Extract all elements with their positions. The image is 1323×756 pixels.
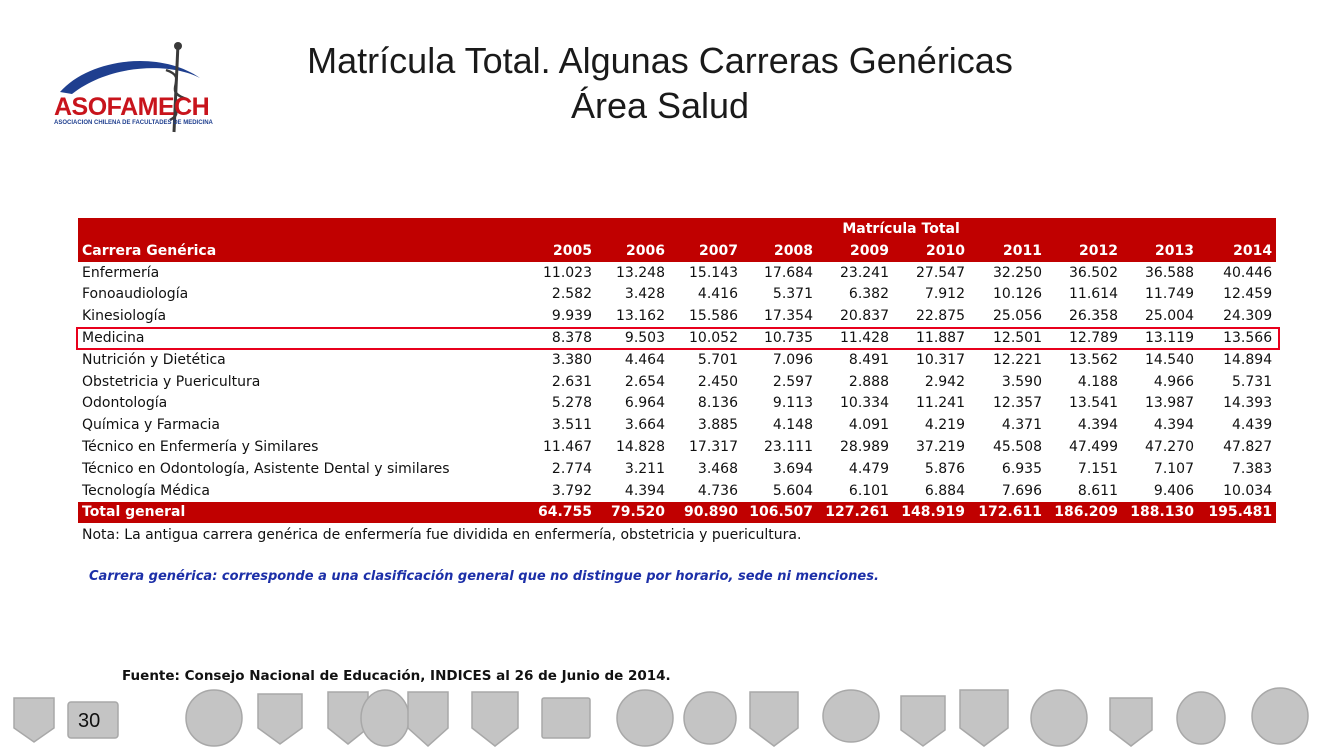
table-body (78, 262, 1276, 502)
column-header-year: 2009 (817, 240, 893, 262)
enrollment-value-cell: 9.939 (551, 308, 592, 325)
career-name-cell: Química y Farmacia (82, 417, 221, 434)
column-header-year: 2012 (1046, 240, 1122, 262)
column-header-year: 2006 (596, 240, 669, 262)
enrollment-value-cell: 10.334 (840, 395, 889, 412)
enrollment-value-cell: 20.837 (840, 308, 889, 325)
career-name-cell: Odontología (82, 395, 168, 412)
enrollment-value-cell: 8.491 (848, 351, 889, 368)
enrollment-value-cell: 24.309 (1223, 308, 1273, 325)
enrollment-value-cell: 7.107 (1153, 460, 1194, 477)
enrollment-value-cell: 11.428 (840, 330, 889, 347)
enrollment-value-cell: 3.664 (624, 417, 665, 434)
enrollment-value-cell: 5.604 (772, 482, 813, 499)
enrollment-value-cell: 4.736 (697, 482, 738, 499)
enrollment-value-cell: 47.827 (1223, 439, 1273, 456)
career-name-cell: Obstetricia y Puericultura (82, 373, 261, 390)
enrollment-value-cell: 15.586 (689, 308, 738, 325)
enrollment-value-cell: 4.148 (772, 417, 813, 434)
table-row (78, 393, 1276, 415)
career-name-cell: Fonoaudiología (82, 286, 189, 303)
enrollment-value-cell: 9.503 (624, 330, 665, 347)
enrollment-value-cell: 14.540 (1145, 351, 1194, 368)
enrollment-value-cell: 11.614 (1069, 286, 1118, 303)
enrollment-value-cell: 13.987 (1145, 395, 1194, 412)
enrollment-value-cell: 5.876 (924, 460, 965, 477)
enrollment-value-cell: 2.631 (551, 373, 592, 390)
enrollment-value-cell: 6.884 (924, 482, 965, 499)
enrollment-value-cell: 12.221 (993, 351, 1042, 368)
enrollment-value-cell: 9.406 (1153, 482, 1194, 499)
enrollment-value-cell: 47.270 (1145, 439, 1194, 456)
enrollment-value-cell: 5.278 (551, 395, 592, 412)
total-value-cell: 90.890 (669, 502, 742, 524)
enrollment-value-cell: 6.382 (848, 286, 889, 303)
source-text: Fuente: Consejo Nacional de Educación, INDICES al 26 de Junio de 2014. (122, 668, 671, 684)
enrollment-value-cell: 4.394 (1077, 417, 1118, 434)
enrollment-value-cell: 8.378 (551, 330, 592, 347)
asofamech-logo (50, 40, 220, 135)
page-title (240, 38, 1080, 128)
university-crests-strip (8, 686, 1318, 750)
enrollment-value-cell: 32.250 (993, 264, 1042, 281)
enrollment-value-cell: 3.694 (772, 460, 813, 477)
enrollment-value-cell: 17.317 (689, 439, 738, 456)
total-value-cell: 195.481 (1198, 502, 1276, 524)
total-value-cell: 186.209 (1046, 502, 1122, 524)
enrollment-value-cell: 14.828 (616, 439, 665, 456)
column-header-career: Carrera Genérica (78, 240, 526, 262)
enrollment-value-cell: 13.566 (1223, 330, 1273, 347)
enrollment-value-cell: 2.942 (924, 373, 965, 390)
table-row (78, 458, 1276, 480)
enrollment-value-cell: 45.508 (993, 439, 1042, 456)
enrollment-value-cell: 2.582 (551, 286, 592, 303)
enrollment-value-cell: 3.428 (624, 286, 665, 303)
career-name-cell: Técnico en Enfermería y Similares (82, 439, 319, 456)
column-header-year: 2010 (893, 240, 969, 262)
column-header-year: 2014 (1198, 240, 1276, 262)
enrollment-value-cell: 7.151 (1077, 460, 1118, 477)
enrollment-value-cell: 4.188 (1077, 373, 1118, 390)
enrollment-value-cell: 7.383 (1232, 460, 1273, 477)
title-line-1: Matrícula Total. Algunas Carreras Genéricas (307, 40, 1013, 81)
enrollment-value-cell: 36.588 (1145, 264, 1194, 281)
page-number: 30 (78, 710, 101, 732)
career-name-cell: Medicina (82, 330, 145, 347)
enrollment-value-cell: 12.459 (1223, 286, 1273, 303)
table-note: Nota: La antigua carrera genérica de enfermería fue dividida en enfermería, obstetricia y puericultura. (82, 527, 802, 544)
enrollment-value-cell: 6.935 (1001, 460, 1042, 477)
enrollment-value-cell: 23.241 (840, 264, 889, 281)
enrollment-value-cell: 22.875 (916, 308, 965, 325)
total-value-cell: 64.755 (526, 502, 596, 524)
enrollment-value-cell: 9.113 (772, 395, 813, 412)
super-header: Matrícula Total (526, 218, 1276, 240)
enrollment-value-cell: 14.894 (1223, 351, 1273, 368)
enrollment-value-cell: 4.394 (624, 482, 665, 499)
column-header-year: 2013 (1122, 240, 1198, 262)
super-header-blank (78, 218, 526, 240)
enrollment-value-cell: 4.371 (1001, 417, 1042, 434)
career-name-cell: Nutrición y Dietética (82, 351, 226, 368)
column-header-year: 2007 (669, 240, 742, 262)
enrollment-value-cell: 8.136 (697, 395, 738, 412)
enrollment-value-cell: 13.562 (1069, 351, 1118, 368)
enrollment-value-cell: 3.792 (551, 482, 592, 499)
logo-subtitle: ASOCIACION CHILENA DE FACULTADES DE MEDICINA (54, 120, 213, 126)
table-row (78, 284, 1276, 306)
enrollment-table-container (78, 218, 1276, 543)
table-total-row (78, 502, 1276, 524)
enrollment-value-cell: 4.439 (1232, 417, 1273, 434)
enrollment-value-cell: 10.034 (1223, 482, 1273, 499)
enrollment-value-cell: 7.096 (772, 351, 813, 368)
enrollment-value-cell: 4.966 (1153, 373, 1194, 390)
enrollment-value-cell: 26.358 (1069, 308, 1118, 325)
enrollment-value-cell: 8.611 (1077, 482, 1118, 499)
enrollment-value-cell: 5.731 (1232, 373, 1273, 390)
career-name-cell: Enfermería (82, 264, 160, 281)
enrollment-value-cell: 4.464 (624, 351, 665, 368)
career-name-cell: Tecnología Médica (82, 482, 210, 499)
career-name-cell: Kinesiología (82, 308, 167, 325)
enrollment-value-cell: 47.499 (1069, 439, 1118, 456)
enrollment-value-cell: 4.479 (848, 460, 889, 477)
enrollment-value-cell: 17.684 (764, 264, 813, 281)
total-value-cell: 172.611 (969, 502, 1046, 524)
career-name-cell: Técnico en Odontología, Asistente Dental y similares (82, 460, 450, 477)
enrollment-value-cell: 3.511 (551, 417, 592, 434)
enrollment-value-cell: 6.964 (624, 395, 665, 412)
enrollment-value-cell: 12.789 (1069, 330, 1118, 347)
enrollment-value-cell: 3.380 (551, 351, 592, 368)
enrollment-value-cell: 4.219 (924, 417, 965, 434)
table-super-header-row (78, 218, 1276, 240)
table-row (78, 305, 1276, 327)
total-label-cell: Total general (78, 502, 526, 524)
enrollment-value-cell: 13.119 (1145, 330, 1194, 347)
enrollment-value-cell: 4.394 (1153, 417, 1194, 434)
crests-icon (8, 686, 1318, 750)
enrollment-value-cell: 27.547 (916, 264, 965, 281)
enrollment-value-cell: 17.354 (764, 308, 813, 325)
table-row (78, 436, 1276, 458)
enrollment-value-cell: 2.597 (772, 373, 813, 390)
enrollment-value-cell: 11.467 (543, 439, 592, 456)
enrollment-value-cell: 3.468 (697, 460, 738, 477)
enrollment-value-cell: 2.450 (697, 373, 738, 390)
enrollment-value-cell: 11.241 (916, 395, 965, 412)
table-row (78, 262, 1276, 284)
enrollment-value-cell: 5.701 (697, 351, 738, 368)
enrollment-value-cell: 4.091 (848, 417, 889, 434)
enrollment-value-cell: 14.393 (1223, 395, 1273, 412)
enrollment-value-cell: 7.912 (924, 286, 965, 303)
enrollment-value-cell: 7.696 (1001, 482, 1042, 499)
total-value-cell: 106.507 (742, 502, 817, 524)
table-row (78, 371, 1276, 393)
table-column-header-row (78, 240, 1276, 262)
enrollment-value-cell: 2.654 (624, 373, 665, 390)
enrollment-value-cell: 2.774 (551, 460, 592, 477)
table-row (78, 327, 1276, 349)
enrollment-value-cell: 13.541 (1069, 395, 1118, 412)
title-line-2: Área Salud (570, 85, 750, 126)
enrollment-value-cell: 13.162 (616, 308, 665, 325)
enrollment-value-cell: 10.052 (689, 330, 738, 347)
table-row (78, 349, 1276, 371)
enrollment-value-cell: 40.446 (1223, 264, 1273, 281)
enrollment-value-cell: 3.885 (697, 417, 738, 434)
table-row (78, 480, 1276, 502)
enrollment-value-cell: 25.056 (993, 308, 1042, 325)
total-value-cell: 79.520 (596, 502, 669, 524)
enrollment-value-cell: 28.989 (840, 439, 889, 456)
total-value-cell: 188.130 (1122, 502, 1198, 524)
enrollment-value-cell: 11.749 (1145, 286, 1194, 303)
enrollment-value-cell: 12.357 (993, 395, 1042, 412)
enrollment-value-cell: 10.126 (993, 286, 1042, 303)
enrollment-value-cell: 5.371 (772, 286, 813, 303)
table-row (78, 414, 1276, 436)
enrollment-value-cell: 11.887 (916, 330, 965, 347)
enrollment-value-cell: 11.023 (543, 264, 592, 281)
enrollment-value-cell: 13.248 (616, 264, 665, 281)
enrollment-value-cell: 23.111 (764, 439, 813, 456)
enrollment-value-cell: 12.501 (993, 330, 1042, 347)
enrollment-value-cell: 15.143 (689, 264, 738, 281)
column-header-year: 2005 (526, 240, 596, 262)
column-header-year: 2008 (742, 240, 817, 262)
definition-text: Carrera genérica: corresponde a una clasificación general que no distingue por horario, sede ni menciones. (89, 569, 879, 584)
enrollment-value-cell: 3.590 (1001, 373, 1042, 390)
enrollment-value-cell: 6.101 (848, 482, 889, 499)
total-value-cell: 127.261 (817, 502, 893, 524)
enrollment-value-cell: 10.317 (916, 351, 965, 368)
enrollment-value-cell: 2.888 (848, 373, 889, 390)
enrollment-table (78, 218, 1276, 523)
logo-name: ASOFAMECH (54, 93, 210, 121)
enrollment-value-cell: 10.735 (764, 330, 813, 347)
enrollment-value-cell: 4.416 (697, 286, 738, 303)
total-value-cell: 148.919 (893, 502, 969, 524)
enrollment-value-cell: 3.211 (624, 460, 665, 477)
enrollment-value-cell: 36.502 (1069, 264, 1118, 281)
column-header-year: 2011 (969, 240, 1046, 262)
enrollment-value-cell: 37.219 (916, 439, 965, 456)
enrollment-value-cell: 25.004 (1145, 308, 1194, 325)
